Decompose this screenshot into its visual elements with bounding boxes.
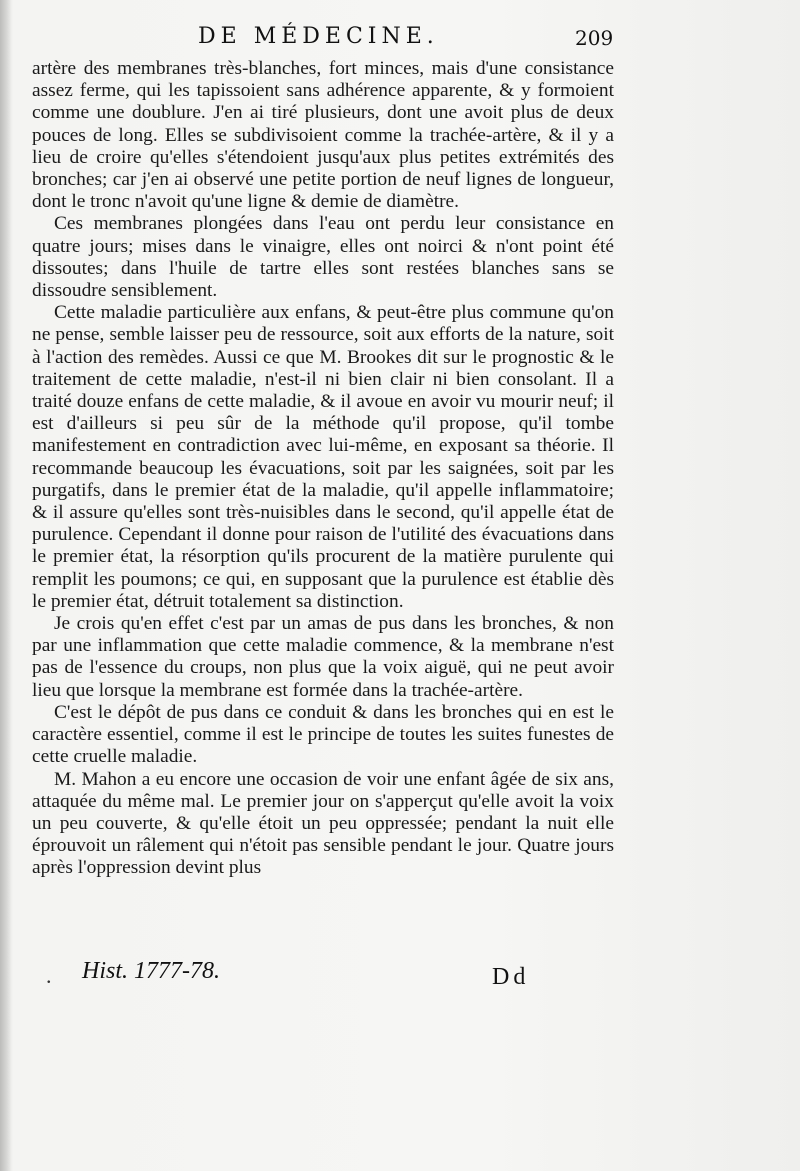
paragraph: Je crois qu'en effet c'est par un amas de pus dans les bronches, & non par une inflammation que cette maladie commence, & la membrane n'est pas de l'essence du croups, non plus que la voix aiguë, qui ne peut avoir lieu que lorsque la membrane est formée dans la trachée-artère. [32, 613, 614, 701]
page-body [32, 58, 614, 880]
paragraph: artère des membranes très-blanches, fort minces, mais d'une consistance assez ferme, qui les tapissoient sans adhérence apparente, & y formoient comme une doublure. J'en ai tiré plusieurs, dont une avoit plus de deux pouces de long. Elles se subdivisoient comme la trachée-artère, & il y a lieu de croire qu'elles s'étendoient jusqu'aux plus petites extrémités des bronches; car j'en ai observé une petite portion de neuf lignes de longueur, dont le tronc n'avoit qu'une ligne & demie de diamètre. [32, 58, 614, 213]
paragraph: Ces membranes plongées dans l'eau ont perdu leur consistance en quatre jours; mises dans le vinaigre, elles ont noirci & n'ont point été dissoutes; dans l'huile de tartre elles sont restées blanches sans se dissoudre sensiblement. [32, 213, 614, 302]
footer-dot: . [46, 963, 52, 988]
running-head: DE MÉDECINE. [198, 24, 439, 49]
paragraph: C'est le dépôt de pus dans ce conduit & dans les bronches qui en est le caractère essentiel, comme il est le principe de toutes les suites funestes de cette cruelle maladie. [32, 701, 614, 768]
paragraph: Cette maladie particulière aux enfans, & peut-être plus commune qu'on ne pense, semble laisser peu de ressource, soit aux efforts de la nature, soit à l'action des remèdes. Aussi ce que M. Brookes dit sur le prognostic & le traitement de cette maladie, n'est-il ni bien clair ni bien consolant. Il a traité douze enfans de cette maladie, & il avoue en avoir vu mourir neuf; il est d'ailleurs si peu sûr de la méthode qu'il propose, qu'il tombe manifestement en contradiction avec lui-même, en exposant sa théorie. Il recommande beaucoup les évacuations, soit par les saignées, soit par les purgatifs, dans le premier état de la maladie, qu'il appelle inflammatoire; & il assure qu'elles sont très-nuisibles dans le second, qu'il appelle état de purulence. Cependant il donne pour raison de l'utilité des évacuations dans le premier état, la résorption qu'ils procurent de la matière purulente qui remplit les poumons; ce qui, en supposant que la purulence est établie dès le premier état, détruit totalement sa distinction. [32, 302, 614, 612]
catchword: Dd [492, 964, 530, 990]
page-footer [0, 958, 800, 998]
paragraph: M. Mahon a eu encore une occasion de voir une enfant âgée de six ans, attaquée du même mal. Le premier jour on s'apperçut qu'elle avoit la voix un peu couverte, & qu'elle étoit un peu oppressée; pendant la nuit elle éprouvoit un râlement qui n'étoit pas sensible pendant le jour. Quatre jours après l'oppression devint plus [32, 768, 614, 879]
page-number: 209 [575, 26, 614, 50]
signature-mark: Hist. 1777-78. [82, 958, 220, 984]
page-header [0, 18, 800, 58]
